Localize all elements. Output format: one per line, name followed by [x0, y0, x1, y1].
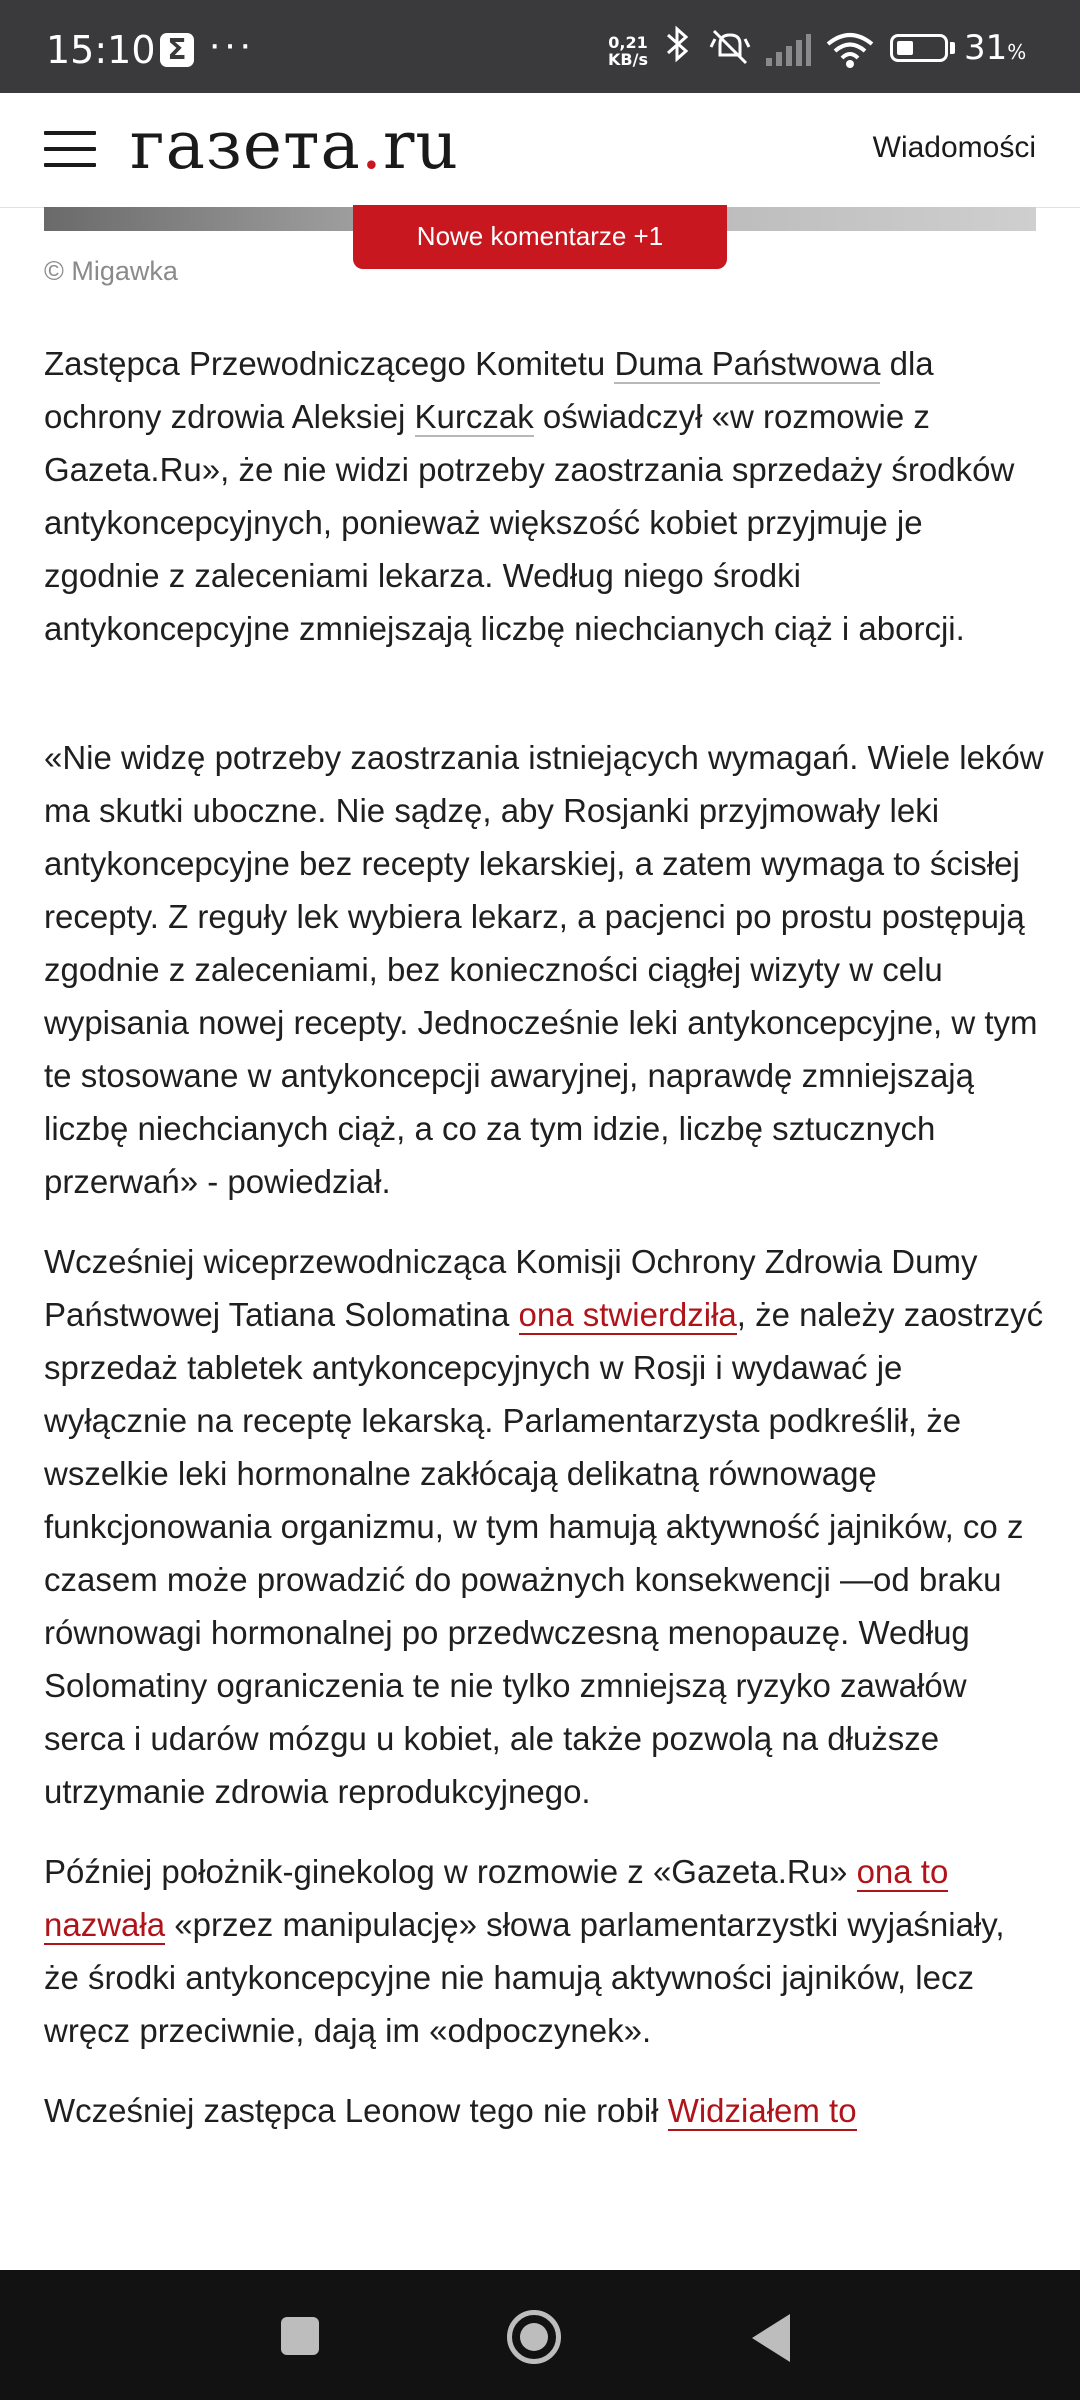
nav-link-news[interactable]: Wiadomości — [872, 131, 1036, 164]
system-nav-bar — [0, 2270, 1080, 2400]
home-circle-icon[interactable] — [507, 2310, 561, 2364]
wifi-icon — [824, 30, 876, 70]
article-link-widzialem[interactable]: Widziałem to — [667, 2092, 857, 2129]
mute-vibrate-icon — [708, 27, 752, 67]
p1-text-1: Zastępca Przewodniczącego Komitetu — [44, 345, 615, 382]
battery-level — [897, 41, 913, 55]
recents-square-icon[interactable] — [281, 2317, 319, 2355]
more-notifications-icon: ··· — [208, 22, 254, 66]
sigma-icon: Σ — [160, 33, 194, 67]
battery-percent-unit: % — [1007, 40, 1027, 64]
p4-text-2: «przez manipulację» słowa parlamentarzystki wyjaśniały, że środki antykoncepcyjne nie hamują aktywności jajników, lecz wręcz przeciwnie, dają im «odpoczynek». — [44, 1906, 1005, 2049]
logo-text-domain: ru — [382, 107, 459, 184]
p1-text-3: oświadczył «w rozmowie z Gazeta.Ru», że nie widzi potrzeby zaostrzania sprzedaży środków antykoncepcyjnych, ponieważ większość kobiet przyjmuje je zgodnie z zaleceniami lekarza. Według niego środki antykoncepcyjne zmniejszają liczbę niechcianych ciąż i aborcji. — [44, 398, 1015, 647]
p3-text-2: , że należy zaostrzyć sprzedaż tabletek antykoncepcyjnych w Rosji i wydawać je wyłącznie na receptę lekarską. Parlamentarzysta podkreślił, że wszelkie leki hormonalne zakłócają delikatną równowagę funkcjonowania organizmu, w tym hamują aktywność jajników, co z czasem może prowadzić do poważnych konsekwencji —od braku równowagi hormonalnej po przedwczesną menopauzę. Według Solomatiny ograniczenia te nie tylko zmniejszą ryzyko zawałów serca i udarów mózgu u kobiet, ale także pozwolą na dłuższe utrzymanie zdrowia reprodukcyjnego. — [44, 1296, 1044, 1810]
p4-text-1: Później położnik-ginekolog w rozmowie z «Gazeta.Ru» — [44, 1853, 857, 1890]
new-comments-button[interactable]: Nowe komentarze +1 — [353, 205, 727, 269]
paragraph-4 — [44, 1845, 1044, 2057]
article-link-nazwala[interactable]: ona to nazwała — [44, 1853, 949, 1943]
paragraph-2: «Nie widzę potrzeby zaostrzania istniejących wymagań. Wiele leków ma skutki uboczne. Nie sądzę, aby Rosjanki przyjmowały leki antykoncepcyjne bez recepty lekarskiej, a zatem wymaga to ścisłej recepty. Z reguły lek wybiera lekarz, a pacjenci po prostu postępują zgodnie z zaleceniami, bez konieczności ciągłej wizyty w celu wypisania nowej recepty. Jednocześnie leki antykoncepcyjne, w tym te stosowane w antykoncepcji awaryjnej, naprawdę zmniejszają liczbę niechcianych ciąż, a co za tym idzie, liczbę sztucznych przerwań» - powiedział. — [44, 739, 1044, 1200]
article-link-stwierdzila[interactable]: ona stwierdziła — [518, 1296, 737, 1333]
net-speed-unit: KB/s — [608, 50, 648, 69]
battery-percent — [964, 28, 1026, 68]
paragraph-5 — [44, 2084, 1044, 2137]
logo-text-main: газета — [130, 107, 361, 184]
net-speed — [602, 34, 654, 68]
article-body — [44, 337, 1044, 2137]
status-time: 15:10 — [46, 28, 156, 72]
p5-text-1: Wcześniej zastępca Leonow tego nie robił — [44, 2092, 668, 2129]
paragraph-3 — [44, 1235, 1044, 1818]
site-header — [0, 93, 1080, 208]
battery-cap — [950, 42, 955, 54]
image-credit: © Migawka — [44, 256, 178, 286]
tag-link-duma[interactable]: Duma Państwowa — [614, 345, 881, 382]
p1-text-2: dla ochrony zdrowia Aleksiej — [44, 345, 934, 435]
p3-text-1: Wcześniej wiceprzewodnicząca Komisji Ochrony Zdrowia Dumy Państwowej Tatiana Solomatina — [44, 1243, 978, 1333]
paragraph-1 — [44, 337, 1044, 655]
bluetooth-icon — [664, 24, 692, 74]
battery-percent-value: 31 — [964, 28, 1008, 68]
tag-link-kurczak[interactable]: Kurczak — [414, 398, 534, 435]
logo-dot: . — [360, 107, 383, 184]
hamburger-menu-icon[interactable] — [44, 131, 96, 167]
back-triangle-icon[interactable] — [752, 2314, 790, 2362]
net-speed-value: 0,21 — [608, 33, 648, 52]
site-logo[interactable] — [130, 107, 459, 184]
status-bar — [0, 0, 1080, 93]
battery-icon — [890, 34, 948, 62]
signal-icon — [764, 30, 812, 70]
